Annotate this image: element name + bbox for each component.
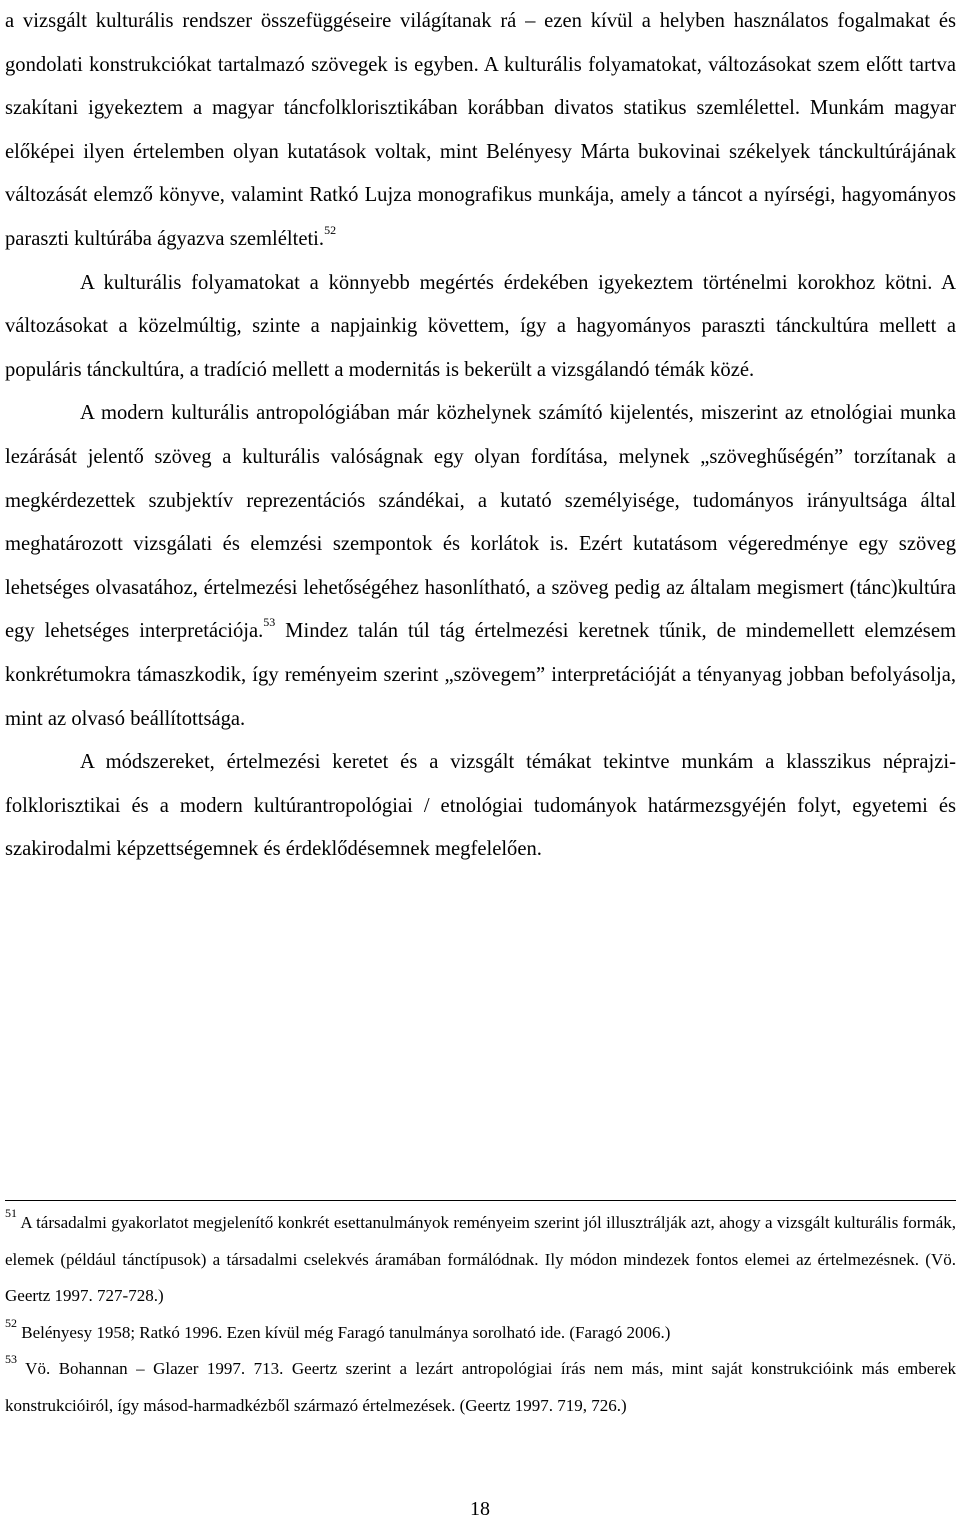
paragraph-3-text-a: A modern kulturális antropológiában már közhelynek számító kijelentés, miszerint az etnológiai munka lezárását jelentő szöveg a kulturális valóságnak egy olyan fordítása, melynek „szöveghűségén” torzítanak a megkérdezettek szubjektív reprezentációs szándékai, a kutató személyisége, tudományos irányultsága által meghatározott vizsgálati és elemzési szempontok és korlátok is. Ezért kutatásom végeredménye egy szöveg lehetséges olvasatához, értelmezési lehetőségéhez hasonlítható, a szöveg pedig az általam megismert (tánc)kultúra egy lehetséges interpretációja. [5, 402, 956, 643]
paragraph-2-text: A kulturális folyamatokat a könnyebb megértés érdekében igyekeztem történelmi korokhoz kötni. A változásokat a közelmúltig, szinte a napjainkig követtem, így a hagyományos paraszti tánckultúra mellett a populáris tánckultúra, a tradíció mellett a modernitás is bekerült a vizsgálandó témák közé. [5, 271, 956, 381]
page-number: 18 [470, 1498, 490, 1520]
footnote-53 [5, 1351, 956, 1424]
footnote-text: Vö. Bohannan – Glazer 1997. 713. Geertz szerint a lezárt antropológiai írás nem más, mint saját konstrukcióink más emberek konstrukcióiról, így másod-harmadkézből származó értelmezések. (Geertz 1997. 719, 726.) [5, 1359, 956, 1415]
paragraph-anthropology [5, 392, 956, 741]
paragraph-3-text-b: Mindez talán túl tág értelmezési keretnek tűnik, de mindemellett elemzésem konkrétumokra támaszkodik, így reményeim szerint „szövegem” interpretációját a tényanyag jobban befolyásolja, mint az olvasó beállítottsága. [5, 620, 956, 730]
body-text [5, 0, 956, 872]
footnote-text: A társadalmi gyakorlatot megjelenítő konkrét esettanulmányok reményeim szerint jól illusztrálják azt, ahogy a vizsgált kulturális formák, elemek (például tánctípusok) a társadalmi cselekvés áramában formálódnak. Ily módon mindezek fontos elemei az értelmezésnek. (Vö. Geertz 1997. 727-728.) [5, 1213, 956, 1305]
footnote-ref-52[interactable]: 52 [324, 223, 337, 238]
paragraph-1-text: a vizsgált kulturális rendszer összefüggéseire világítanak rá – ezen kívül a helyben használatos fogalmakat és gondolati konstrukciókat tartalmazó szövegek is egyben. A kulturális folyamatokat, változásokat szem előtt tartva szakítani igyekeztem a magyar táncfolklorisztikában korábban divatos statikus szemlélettel. Munkám magyar előképei ilyen értelemben olyan kutatások voltak, mint Belényesy Márta bukovinai székelyek tánckultúrájának változását elemző könyve, valamint Ratkó Lujza monografikus munkája, amely a táncot a nyírségi, hagyományos paraszti kultúrába ágyazva szemlélteti. [5, 10, 956, 250]
footnote-separator [5, 1200, 956, 1201]
paragraph-methods [5, 741, 956, 872]
footnote-52 [5, 1315, 956, 1352]
footnote-text: Belényesy 1958; Ratkó 1996. Ezen kívül még Faragó tanulmánya sorolható ide. (Faragó 2006.) [17, 1322, 671, 1342]
footnote-51 [5, 1205, 956, 1315]
footnote-number: 52 [5, 1315, 17, 1330]
paragraph-4-text: A módszereket, értelmezési keretet és a vizsgált témákat tekintve munkám a klasszikus néprajzi-folklorisztikai és a modern kultúrantropológiai / etnológiai tudományok határmezsgyéjén folyt, egyetemi és szakirodalmi képzettségemnek és érdeklődésemnek megfelelően. [5, 751, 956, 861]
paragraph-continued [5, 0, 956, 262]
paragraph-historical-periods [5, 262, 956, 393]
footnote-ref-53[interactable]: 53 [263, 615, 276, 630]
footnote-number: 53 [5, 1352, 17, 1367]
footnote-number: 51 [5, 1206, 17, 1221]
page [5, 0, 956, 872]
footnotes-section [5, 1200, 956, 1424]
